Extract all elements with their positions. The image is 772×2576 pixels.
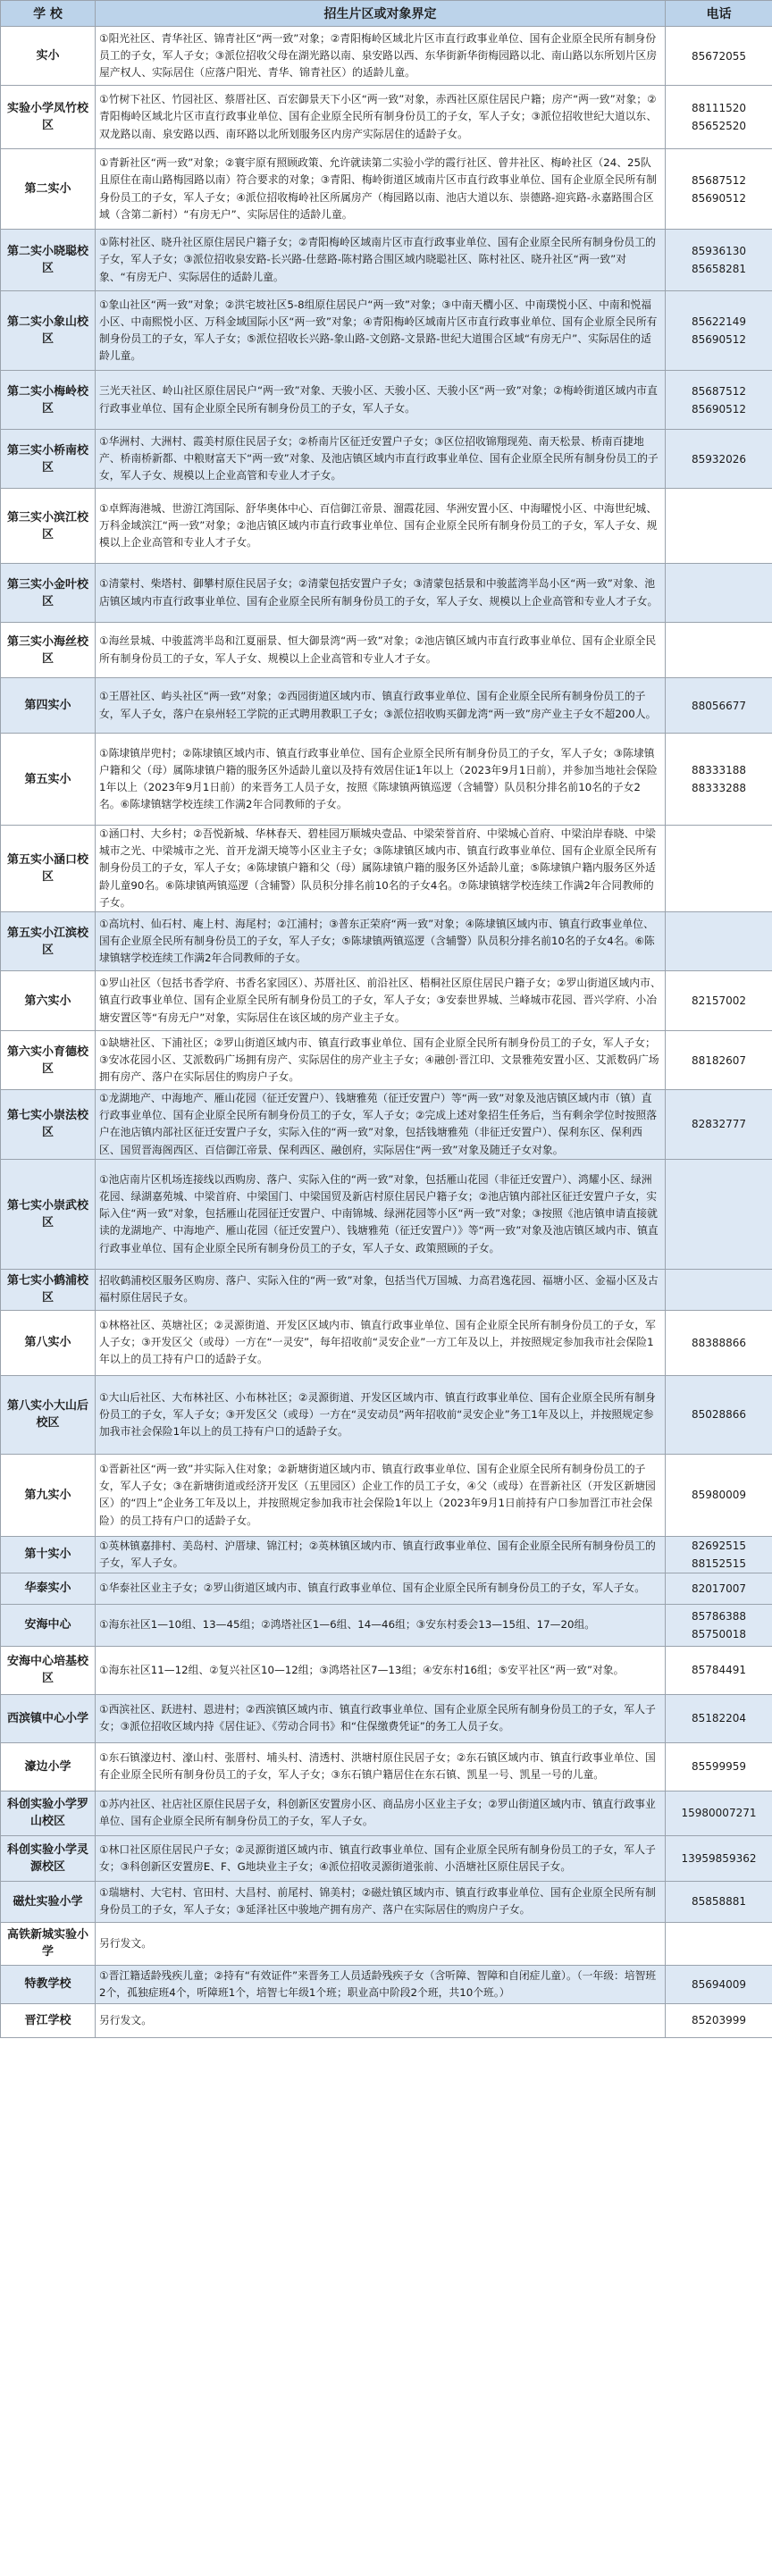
school-name: 磁灶实验小学 [1, 1881, 96, 1922]
phone-cell [666, 1573, 772, 1604]
phone-cell [666, 971, 772, 1031]
enrollment-scope: 招收鹤浦校区服务区购房、落户、实际入住的“两一致”对象，包括当代万国城、力高君逸花园、福塘小区、金福小区及古福村原住居民子女。 [96, 1269, 666, 1310]
phone-cell [666, 678, 772, 734]
phone-number: 85599959 [691, 1760, 747, 1774]
table-row [1, 1536, 772, 1573]
phone-number: 85182204 [691, 1712, 747, 1725]
school-name: 第四实小 [1, 678, 96, 734]
enrollment-scope: ①晋江籍适龄残疾儿童；②持有“有效证件”来晋务工人员适龄残疾子女（含听障、智障和自闭症儿童）。（一年级：培智班2个，孤独症班4个，听障班1个，培智七年级1个班；职业高中阶段2个班，共10个班。） [96, 1965, 666, 2003]
phone-number: 85694009 [691, 1977, 747, 1991]
phone-number: 85932026 [691, 452, 747, 466]
table-row [1, 1881, 772, 1922]
phone-cell [666, 734, 772, 826]
phone-number: 85687512 [691, 384, 747, 398]
phone-number: 82692515 [691, 1539, 747, 1552]
phone-number: 15980007271 [681, 1807, 757, 1820]
phone-number: 85658281 [691, 263, 747, 275]
enrollment-scope: ①林格社区、英塘社区；②灵源街道、开发区区域内市、镇直行政事业单位、国有企业原全民所有制身份员工的子女，军人子女；③开发区父（或母）一方在“一灵安”，每年招收前“灵安企业”一方工年及以上，并按照规定参加我市社会保险1年以上的员工持有户口的适龄子女。 [96, 1310, 666, 1375]
phone-number: 88111520 [691, 102, 747, 114]
phone-cell [666, 1791, 772, 1835]
phone-number: 88333188 [691, 764, 747, 776]
phone-number: 88182607 [691, 1053, 747, 1067]
header-school: 学 校 [1, 1, 96, 27]
school-name: 濠边小学 [1, 1742, 96, 1791]
table-row [1, 1310, 772, 1375]
table-row [1, 86, 772, 149]
table-row [1, 1835, 772, 1881]
enrollment-scope: ①象山社区“两一致”对象；②洪宅坡社区5-8组原住居民户“两一致”对象；③中南天櫚小区、中南璞悦小区、中南和悦福小区、中南熙悦小区、万科金域国际小区“两一致”对象；④青阳梅岭区域南片区市直行政事业单位、国有企业原全民所有制身份员工的子女，军人子女；⑤派位招收长兴路-象山路-文创路-文景路-世纪大道围合区域“有房无户”、实际居住的适龄儿童。 [96, 291, 666, 371]
header-scope: 招生片区或对象界定 [96, 1, 666, 27]
enrollment-scope: ①龙湖地产、中海地产、雁山花园（征迁安置户）、钱塘雅苑（征迁安置户）等“两一致”对象及池店镇区域内市（镇）直行政事业单位、国有企业原全民所有制身份员工的子女，军人子女；②完成上述对象招生任务后，当有剩余学位时按照落户在池店镇内部社区征迁安置户子女，实际入住的“两一致”对象，包括钱塘雅苑（非征迁安置户）、保利东区、保利西区、国贸晋海阁西区、百信御江帝景、保利西区、融创府，实际居住“两一致”对象及随迁子女对象。 [96, 1090, 666, 1160]
phone-cell [666, 1454, 772, 1536]
table-row [1, 826, 772, 912]
school-name: 第三实小海丝校区 [1, 623, 96, 678]
school-name: 晋江学校 [1, 2003, 96, 2037]
enrollment-scope: ①西滨社区、跃进村、恩进村；②西滨镇区域内市、镇直行政事业单位、国有企业原全民所有制身份员工的子女，军人子女；③派位招收区域内持《居住证》、《劳动合同书》和“住保缴费凭证”的务工人员子女。 [96, 1694, 666, 1742]
phone-number: 88056677 [691, 699, 747, 712]
school-name: 第五实小江滨校区 [1, 912, 96, 971]
phone-cell [666, 2003, 772, 2037]
phone-cell [666, 912, 772, 971]
table-row [1, 1922, 772, 1965]
phone-number: 13959859362 [681, 1851, 757, 1865]
school-name: 第二实小 [1, 149, 96, 230]
table-row [1, 1090, 772, 1160]
enrollment-scope: ①清蒙村、柴塔村、御攀村原住民居子女；②清蒙包括安置户子女；③清蒙包括景和中骏蓝湾半岛小区“两一致”对象、池店镇区域内市直行政事业单位、国有企业原全民所有制身份员工的子女，军人子女、规模以上企业高管和专业人才子女。 [96, 564, 666, 623]
school-name: 第二实小梅岭校区 [1, 371, 96, 430]
phone-cell [666, 1694, 772, 1742]
phone-cell [666, 1604, 772, 1646]
school-name: 第八实小大山后校区 [1, 1375, 96, 1454]
table-row [1, 971, 772, 1031]
phone-cell [666, 27, 772, 86]
enrollment-scope: 另行发文。 [96, 1922, 666, 1965]
enrollment-scope: ①竹树下社区、竹园社区、蔡厝社区、百宏御景天下小区“两一致”对象，赤西社区原住居民户籍；房产“两一致”对象；②青阳梅岭区域北片区市直行政事业单位、国有企业原全民所有制身份员工的子女，军人子女；③派位招收世纪大道以东、双龙路以南、泉安路以西、南环路以北所划服务区内房产实际居住的适龄子女。 [96, 86, 666, 149]
phone-number: 85203999 [691, 2014, 747, 2027]
school-name: 第六实小 [1, 971, 96, 1031]
phone-cell [666, 1965, 772, 2003]
enrollment-scope: ①林口社区原住居民户子女；②灵源街道区域内市、镇直行政事业单位、国有企业原全民所有制身份员工的子女，军人子女；③科创新区安置房E、F、G地块业主子女；④派位招收灵源街道张前、小浯塘社区原住居民子女。 [96, 1835, 666, 1881]
school-name: 第三实小金叶校区 [1, 564, 96, 623]
enrollment-scope: 另行发文。 [96, 2003, 666, 2037]
phone-cell [666, 291, 772, 371]
enrollment-scope: ①晋新社区“两一致”并实际入住对象；②新塘街道区域内市、镇直行政事业单位、国有企业原全民所有制身份员工的子女，军人子女；③在新塘街道或经济开发区（五里园区）企业工作的员工子女，④父（或母）在晋新社区（开发区新塘园区）的“四上”企业务工年及以上，并按照规定参加我市社会保险1年以上（2023年9月1日前持有户口参加晋江市社会保险）的员工持有户口的适龄子女。 [96, 1454, 666, 1536]
school-name: 第七实小鹤浦校区 [1, 1269, 96, 1310]
enrollment-scope: ①海东社区11—12组、②复兴社区10—12组；③鸿塔社区7—13组；④安东村16组；⑤安平社区“两一致”对象。 [96, 1646, 666, 1694]
phone-number: 85687512 [691, 173, 747, 187]
school-name: 第五实小 [1, 734, 96, 826]
table-row [1, 1694, 772, 1742]
phone-cell [666, 371, 772, 430]
school-name: 科创实验小学灵源校区 [1, 1835, 96, 1881]
school-name: 高铁新城实验小学 [1, 1922, 96, 1965]
table-row [1, 734, 772, 826]
table-row [1, 1454, 772, 1536]
enrollment-scope: ①涵口村、大乡村；②吾悦新城、华林春天、碧桂园万顺城央壹品、中梁荣誉首府、中梁城心首府、中梁泊岸春晓、中梁城市之光、中梁城市之光、首开龙湖天境等小区业主子女；③陈埭镇区域内市、镇直行政事业单位、国有企业原全民所有制身份员工的子女，军人子女；④陈埭镇户籍和父（母）属陈埭镇户籍的服务区外适龄儿童；⑤陈埭镇户籍内服务区外适龄儿童90名。⑥陈埭镇两镇巡逻（含辅警）队员积分排名前10名的子女4名。⑦陈埭镇辖学校连续工作满2年合同教师的子女。 [96, 826, 666, 912]
phone-number: 85750018 [691, 1627, 747, 1640]
school-name: 第三实小滨江校区 [1, 489, 96, 564]
phone-number: 85784491 [691, 1664, 747, 1677]
enrollment-scope: ①缺塘社区、下浦社区；②罗山街道区域内市、镇直行政事业单位、国有企业原全民所有制身份员工的子女，军人子女；③安冰花园小区、艾派数码广场拥有房产、实际居住的房产业主子女；④融创·晋江印、文景雅苑安置小区、艾派数码广场拥有房产、落户在实际居住的购房户子女。 [96, 1031, 666, 1090]
enrollment-scope: ①罗山社区（包括书香学府、书香名家园区）、苏厝社区、前沿社区、梧桐社区原住居民户籍子女；②罗山街道区域内市、镇直行政事业单位、国有企业原全民所有制身份员工的子女，军人子女；③安泰世界城、兰峰城市花园、晋兴学府、小冶塘安置区等“有房无户”对象，实际居住在该区域的房产业主子女。 [96, 971, 666, 1031]
school-name: 西滨镇中心小学 [1, 1694, 96, 1742]
enrollment-scope: ①华泰社区业主子女；②罗山街道区域内市、镇直行政事业单位、国有企业原全民所有制身份员工的子女，军人子女。 [96, 1573, 666, 1604]
phone-number: 82017007 [691, 1582, 747, 1595]
enrollment-scope: ①海东社区1—10组、13—45组；②鸿塔社区1—6组、14—46组；③安东村委会13—15组、17—20组。 [96, 1604, 666, 1646]
enrollment-scope: ①瑞塘村、大宅村、官田村、大昌村、前尾村、锦美村；②磁灶镇区域内市、镇直行政事业单位、国有企业原全民所有制身份员工的子女，军人子女；③延泽社区中骏地产拥有房产、落户在实际居住的购房户子女。 [96, 1881, 666, 1922]
phone-cell [666, 86, 772, 149]
phone-number: 88388866 [691, 1336, 747, 1349]
school-name: 第九实小 [1, 1454, 96, 1536]
table-row [1, 1791, 772, 1835]
phone-number: 85028866 [691, 1408, 747, 1422]
phone-cell [666, 1375, 772, 1454]
table-body [1, 27, 772, 2038]
school-name: 安海中心培基校区 [1, 1646, 96, 1694]
phone-cell [666, 1881, 772, 1922]
school-name: 实验小学凤竹校区 [1, 86, 96, 149]
school-name: 华泰实小 [1, 1573, 96, 1604]
phone-number: 85980009 [691, 1489, 747, 1502]
header-phone: 电话 [666, 1, 772, 27]
table-row [1, 623, 772, 678]
table-row [1, 1573, 772, 1604]
table-row [1, 1375, 772, 1454]
phone-cell [666, 1646, 772, 1694]
table-header-row [1, 1, 772, 27]
enrollment-scope: ①苏内社区、社店社区原住民居子女，科创新区安置房小区、商品房小区业主子女；②罗山街道区域内市、镇直行政事业单位、国有企业原全民所有制身份员工的子女，军人子女。 [96, 1791, 666, 1835]
phone-cell [666, 1922, 772, 1965]
phone-cell [666, 1031, 772, 1090]
table-row [1, 1742, 772, 1791]
phone-number: 85622149 [691, 315, 747, 328]
phone-cell [666, 1090, 772, 1160]
phone-number: 85690512 [691, 333, 747, 346]
table-row [1, 149, 772, 230]
phone-cell [666, 564, 772, 623]
school-name: 第七实小崇武校区 [1, 1159, 96, 1269]
school-name: 第七实小崇法校区 [1, 1090, 96, 1160]
school-name: 第六实小育德校区 [1, 1031, 96, 1090]
phone-cell [666, 1536, 772, 1573]
school-name: 第十实小 [1, 1536, 96, 1573]
school-name: 第八实小 [1, 1310, 96, 1375]
phone-number: 82157002 [691, 994, 747, 1008]
enrollment-scope: ①大山后社区、大布林社区、小布林社区；②灵源街道、开发区区域内市、镇直行政事业单位、国有企业原全民所有制身份员工的子女，军人子女；③开发区父（或母）一方在“灵安动员”两年招收前“灵安企业”务工1年及以上，并按照规定参加我市社会保险1年以上的员工持有户口的适龄子女。 [96, 1375, 666, 1454]
school-name: 安海中心 [1, 1604, 96, 1646]
enrollment-scope: ①高坑村、仙石村、庵上村、海尾村；②江浦村；③普东正荣府“两一致”对象；④陈埭镇区域内市、镇直行政事业单位、国有企业原全民所有制身份员工的子女，军人子女；⑤陈埭镇两镇巡逻（含辅警）队员积分排名前10名的子女4名。⑥陈埭镇辖学校连续工作满2年合同教师的子女。 [96, 912, 666, 971]
phone-cell [666, 1742, 772, 1791]
school-name: 第二实小象山校区 [1, 291, 96, 371]
enrollment-scope: ①阳光社区、青华社区、锦青社区“两一致”对象；②青阳梅岭区域北片区市直行政事业单位、国有企业原全民所有制身份员工的子女，军人子女；③派位招收父母在湖光路以南、泉安路以西、东华街新华街梅园路以北、南山路以东所划片区房屋产权人、实际居住（应落户阳光、青华、锦青社区）的适龄儿童。 [96, 27, 666, 86]
enrollment-scope: ①海丝景城、中骏蓝湾半岛和江夏丽景、恒大御景湾“两一致”对象；②池店镇区域内市直行政事业单位、国有企业原全民所有制身份员工的子女，军人子女、规模以上企业高管和专业人才子女。 [96, 623, 666, 678]
phone-cell [666, 149, 772, 230]
school-name: 第三实小桥南校区 [1, 430, 96, 489]
school-name: 第二实小晓聪校区 [1, 230, 96, 291]
table-row [1, 489, 772, 564]
table-row [1, 1604, 772, 1646]
school-name: 科创实验小学罗山校区 [1, 1791, 96, 1835]
table-row [1, 678, 772, 734]
table-row [1, 371, 772, 430]
enrollment-scope: ①陈村社区、晓升社区原住居民户籍子女；②青阳梅岭区域南片区市直行政事业单位、国有企业原全民所有制身份员工的子女，军人子女；③派位招收泉安路-长兴路-仕慈路-陈村路合围区域内晓聪社区、陈村社区、晓升社区“两一致”对象、“有房无户、实际居住的适龄儿童。 [96, 230, 666, 291]
table-row [1, 291, 772, 371]
phone-cell [666, 1269, 772, 1310]
school-name: 特教学校 [1, 1965, 96, 2003]
table-row [1, 1031, 772, 1090]
phone-number: 85672055 [691, 49, 747, 63]
phone-cell [666, 489, 772, 564]
phone-number: 85690512 [691, 191, 747, 205]
phone-number: 88333288 [691, 782, 747, 794]
table-row [1, 1965, 772, 2003]
enrollment-scope: ①卓辉海港城、世游江湾国际、舒华奥体中心、百信御江帝景、溜霞花园、华洲安置小区、中海曜悦小区、中海世纪城、万科金域滨江“两一致”对象；②池店镇区域内市直行政事业单位、国有企业原全民所有制身份员工的子女，军人子女、规模以上企业高管和专业人才子女。 [96, 489, 666, 564]
table-row [1, 1159, 772, 1269]
enrollment-scope: ①华洲村、大洲村、霞美村原住民居子女；②桥南片区征迁安置户子女；③区位招收锦翔现苑、南天松景、桥南百捷地产、桥南桥新都、中粮财富天下“两一致”对象、及池店镇区域内市直行政事业单位、国有企业原全民所有制身份员工的子女，军人子女、规模以上企业高管和专业人才子女。 [96, 430, 666, 489]
phone-number: 85652520 [691, 120, 747, 132]
phone-number: 85786388 [691, 1609, 747, 1623]
enrollment-scope: ①陈埭镇岸兜村；②陈埭镇区域内市、镇直行政事业单位、国有企业原全民所有制身份员工的子女，军人子女；③陈埭镇户籍和父（母）属陈埭镇户籍的服务区外适龄儿童以及持有效居住证1年以上（2023年9月1日前），并参加当地社会保险1年以上（2023年9月1日前）的来晋务工人员子女，按照《陈埭镇两镇巡逻（含辅警）队员积分排名前10名的子女2名。⑥陈埭镇辖学校连续工作满2年合同教师的子女。 [96, 734, 666, 826]
phone-number: 82832777 [691, 1118, 747, 1131]
phone-cell [666, 1159, 772, 1269]
table-row [1, 430, 772, 489]
table-row [1, 1646, 772, 1694]
table-row [1, 27, 772, 86]
phone-cell [666, 826, 772, 912]
phone-cell [666, 1835, 772, 1881]
enrollment-scope: ①王厝社区、屿头社区“两一致”对象；②西园街道区域内市、镇直行政事业单位、国有企业原全民所有制身份员工的子女，军人子女，落户在泉州轻工学院的正式聘用教职工子女；③派位招收购买御龙湾“两一致”房产业主子女不超200人。 [96, 678, 666, 734]
table-row [1, 230, 772, 291]
phone-number: 85690512 [691, 402, 747, 415]
school-name: 第五实小涵口校区 [1, 826, 96, 912]
phone-number: 85858881 [691, 1895, 747, 1909]
table-row [1, 912, 772, 971]
phone-cell [666, 230, 772, 291]
enrollment-scope: ①池店南片区机场连接线以西购房、落户、实际入住的“两一致”对象，包括雁山花园（非征迁安置户）、鸿耀小区、绿洲花园、绿湖嘉苑城、中梁首府、中梁国门、中梁国贸及新店村原住居民户籍子女；②池店镇内部社区征迁安置户子女，实际入住“两一致”对象，包括雁山花园征迁安置户、中南锦城、绿洲花园等小区“两一致”对象；③按照《池店镇申请直接就读的龙湖地产、中海地产、雁山花园（征迁安置户）、钱塘雅苑（征迁安置户）》等“两一致”对象及池店镇区域内市、镇直行政事业单位、国有企业原全民所有制身份员工的子女，军人子女、政策照顾的子女。 [96, 1159, 666, 1269]
phone-cell [666, 430, 772, 489]
phone-cell [666, 623, 772, 678]
table-row [1, 564, 772, 623]
table-row [1, 1269, 772, 1310]
enrollment-scope: ①青新社区“两一致”对象；②寰宇原有照顾政策、允许就读第二实验小学的霞行社区、曾井社区、梅岭社区（24、25队且原住在南山路梅园路以南）符合要求的对象；③青阳、梅岭街道区域南片区市直行政事业单位、国有企业原全民所有制身份员工的子女，军人子女；④派位招收梅岭社区所属房产（梅园路以南、池店大道以东、崇德路-迎宾路-永嘉路围合区域（含第二新村）“有房无户”、实际居住的适龄儿童。 [96, 149, 666, 230]
phone-number: 88152515 [691, 1557, 747, 1570]
phone-cell [666, 1310, 772, 1375]
enrollment-scope: ①东石镇濠边村、濠山村、张厝村、埔头村、清透村、洪塘村原住民居子女；②东石镇区域内市、镇直行政事业单位、国有企业原全民所有制身份员工的子女，军人子女；③东石镇户籍居住在东石镇、凯星一号、凯星一号的儿童。 [96, 1742, 666, 1791]
enrollment-scope: 三光天社区、岭山社区原住居民户“两一致”对象、天骏小区、天骏小区、天骏小区“两一致”对象；②梅岭街道区域内市直行政事业单位、国有企业原全民所有制身份员工的子女，军人子女。 [96, 371, 666, 430]
school-name: 实小 [1, 27, 96, 86]
table-row [1, 2003, 772, 2037]
enrollment-scope: ①英林镇嘉排村、美岛村、沪厝埭、锦江村；②英林镇区域内市、镇直行政事业单位、国有企业原全民所有制身份员工的子女，军人子女。 [96, 1536, 666, 1573]
phone-number: 85936130 [691, 245, 747, 257]
